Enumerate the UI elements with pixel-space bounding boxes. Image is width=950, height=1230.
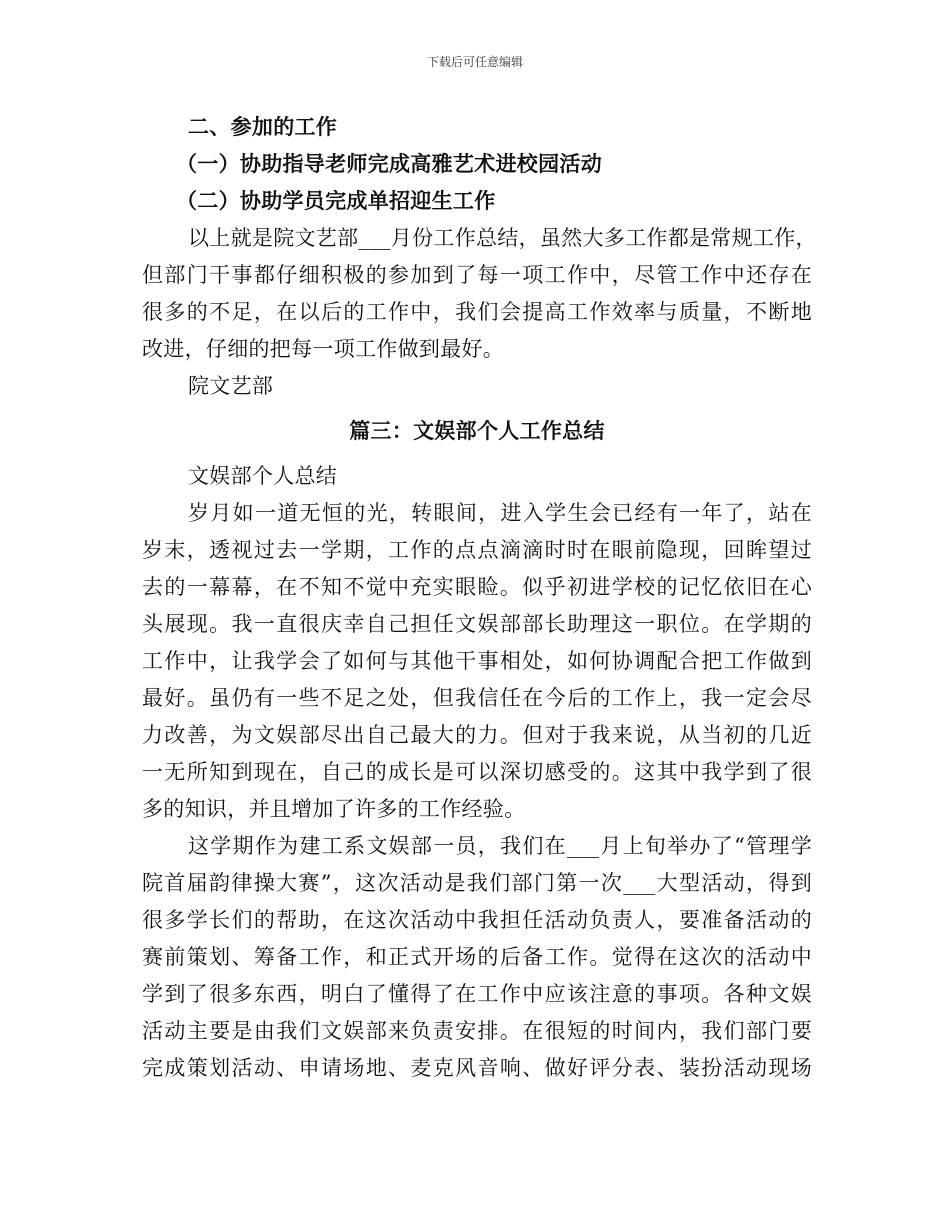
paragraph-2 — [142, 828, 812, 1087]
paragraph-line: 岁末，透视过去一学期，工作的点点滴滴时时在眼前隐现，回眸望过 — [142, 538, 812, 562]
paragraph-line: 去的一幕幕，在不知不觉中充实眼睑。似乎初进学校的记忆依旧在心 — [142, 575, 812, 599]
signature: 院文艺部 — [188, 374, 274, 398]
section-heading: 二、参加的工作 — [188, 115, 338, 139]
paragraph-line: 力改善，为文娱部尽出自己最大的力。但对于我来说，从当初的几近 — [142, 723, 812, 747]
paragraph-line: 岁月如一道无恒的光，转眼间，进入学生会已经有一年了，站在 — [188, 501, 812, 525]
summary-line: 很多的不足，在以后的工作中，我们会提高工作效率与质量，不断地 — [142, 300, 812, 324]
paragraph-line: 工作中，让我学会了如何与其他干事相处，如何协调配合把工作做到 — [142, 649, 812, 673]
paragraph-line: 院首届韵律操大赛”，这次活动是我们部门第一次___大型活动，得到 — [142, 871, 812, 895]
paragraph-line: 完成策划活动、申请场地、麦克风音响、做好评分表、装扮活动现场 — [142, 1056, 812, 1080]
part-subtitle: 文娱部个人总结 — [188, 464, 338, 488]
summary-paragraph — [142, 220, 817, 368]
summary-line: 改进，仔细的把每一项工作做到最好。 — [142, 337, 505, 361]
part-title: 篇三：文娱部个人工作总结 — [349, 419, 605, 443]
paragraph-line: 这学期作为建工系文娱部一员，我们在___月上旬举办了“管理学 — [188, 834, 812, 858]
paragraph-1 — [142, 495, 812, 828]
summary-line: 但部门干事都仔细积极的参加到了每一项工作中，尽管工作中还存在 — [142, 263, 812, 287]
paragraph-line: 多的知识，并且增加了许多的工作经验。 — [142, 797, 526, 821]
section-item-1: （一）协助指导老师完成高雅艺术进校园活动 — [176, 152, 602, 176]
page-header-note: 下载后可任意编辑 — [426, 55, 523, 69]
section-item-2: （二）协助学员完成单招迎生工作 — [176, 189, 496, 213]
summary-line: 以上就是院文艺部___月份工作总结，虽然大多工作都是常规工作， — [188, 226, 817, 250]
document-body — [142, 109, 817, 1087]
paragraph-line: 学到了很多东西，明白了懂得了在工作中应该注意的事项。各种文娱 — [142, 982, 812, 1006]
paragraph-line: 最好。虽仍有一些不足之处，但我信任在今后的工作上，我一定会尽 — [142, 686, 812, 710]
paragraph-line: 活动主要是由我们文娱部来负责安排。在很短的时间内，我们部门要 — [142, 1019, 812, 1043]
paragraph-line: 头展现。我一直很庆幸自己担任文娱部部长助理这一职位。在学期的 — [142, 612, 812, 636]
paragraph-line: 一无所知到现在，自己的成长是可以深切感受的。这其中我学到了很 — [142, 760, 812, 784]
paragraph-line: 赛前策划、筹备工作，和正式开场的后备工作。觉得在这次的活动中 — [142, 945, 812, 969]
paragraph-line: 很多学长们的帮助，在这次活动中我担任活动负责人，要准备活动的 — [142, 908, 812, 932]
